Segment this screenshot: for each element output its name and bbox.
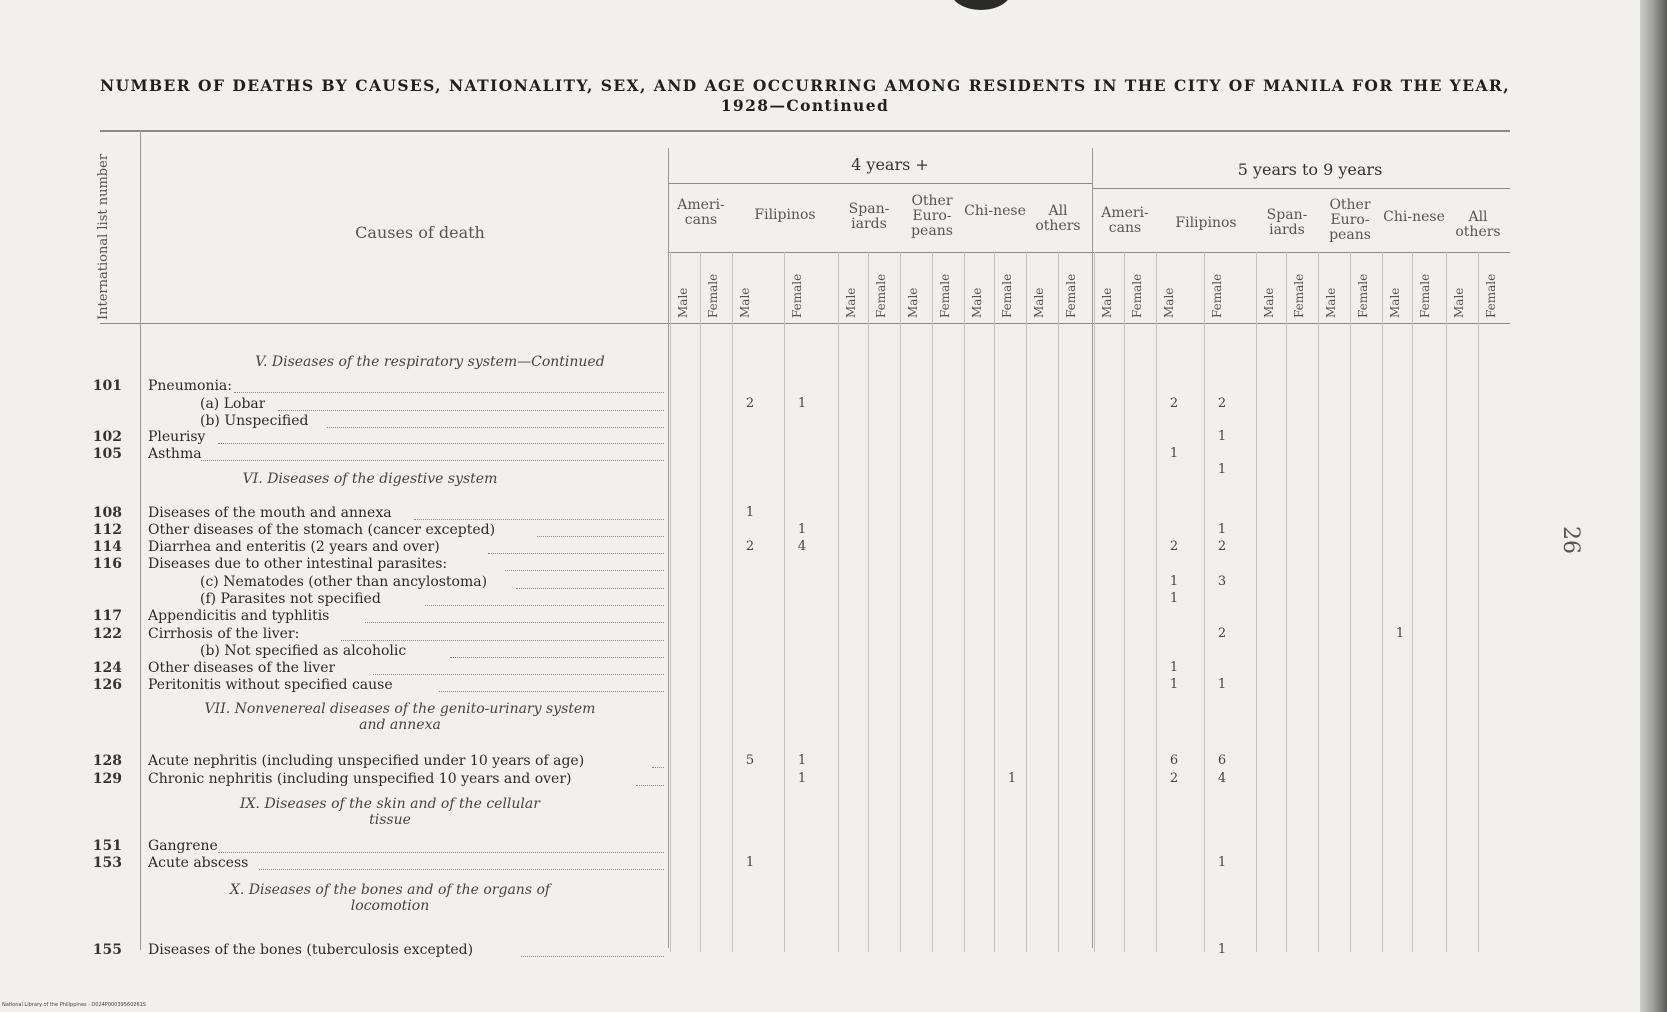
leader-dots	[450, 656, 664, 658]
female-column-header: Female	[1064, 273, 1078, 318]
list-number: 155	[92, 942, 122, 958]
column-divider	[1094, 252, 1095, 952]
column-divider	[1026, 252, 1027, 952]
nationality-header: Other Euro-peans	[1329, 197, 1371, 243]
page-number: 26	[1558, 526, 1583, 554]
leader-dots	[652, 766, 664, 768]
leader-dots	[414, 518, 664, 520]
nationality-header: Chi-nese	[964, 203, 1026, 219]
leader-dots	[218, 442, 664, 444]
death-count: 2	[1169, 396, 1179, 411]
leader-dots	[537, 535, 664, 537]
list-number: 117	[92, 608, 122, 624]
leader-dots	[327, 426, 664, 428]
death-count: 1	[1395, 626, 1405, 641]
death-count: 5	[745, 753, 755, 768]
death-count: 2	[1169, 539, 1179, 554]
death-count: 1	[1169, 591, 1179, 606]
death-count: 1	[797, 396, 807, 411]
male-column-header: Male	[1100, 287, 1114, 318]
list-number: 128	[92, 753, 122, 769]
death-count: 1	[1169, 660, 1179, 675]
female-column-header: Female	[874, 273, 888, 318]
female-column-header: Female	[706, 273, 720, 318]
column-divider	[964, 252, 965, 952]
death-count: 1	[1217, 429, 1227, 444]
header-bottom-rule	[100, 323, 1510, 324]
column-divider	[1156, 252, 1157, 952]
leader-dots	[365, 621, 664, 623]
list-number: 108	[92, 505, 122, 521]
death-count: 1	[1217, 522, 1227, 537]
death-count: 1	[1217, 855, 1227, 870]
leader-dots	[425, 604, 664, 606]
nationality-header: All others	[1455, 209, 1501, 240]
list-number: 122	[92, 626, 122, 642]
female-column-header: Female	[938, 273, 952, 318]
column-divider	[140, 130, 141, 950]
female-column-header: Female	[1484, 273, 1498, 318]
male-column-header: Male	[1452, 287, 1466, 318]
section-heading: V. Diseases of the respiratory system—Continued	[255, 354, 605, 370]
list-number: 101	[92, 378, 122, 394]
column-divider	[1382, 252, 1383, 952]
column-divider	[932, 252, 933, 952]
male-column-header: Male	[1324, 287, 1338, 318]
nationality-header: Filipinos	[1175, 215, 1237, 231]
death-count: 1	[1007, 771, 1017, 786]
death-count: 4	[797, 539, 807, 554]
male-column-header: Male	[1032, 287, 1046, 318]
female-column-header: Female	[1418, 273, 1432, 318]
death-count: 1	[1169, 574, 1179, 589]
death-count: 1	[1217, 677, 1227, 692]
female-column-header: Female	[790, 273, 804, 318]
column-divider	[700, 252, 701, 952]
section-heading: VI. Diseases of the digestive system	[242, 471, 498, 487]
section-heading: IX. Diseases of the skin and of the cellular tissue	[240, 796, 540, 828]
cause-of-death: Diseases of the bones (tuberculosis excepted)	[148, 942, 474, 958]
leader-dots	[259, 868, 664, 870]
death-count: 1	[797, 522, 807, 537]
top-rule	[100, 130, 1510, 132]
cause-of-death: Other diseases of the stomach (cancer excepted)	[148, 522, 496, 538]
column-divider	[838, 252, 839, 952]
male-column-header: Male	[1388, 287, 1402, 318]
list-number: 151	[92, 838, 122, 854]
male-column-header: Male	[970, 287, 984, 318]
death-count: 1	[797, 753, 807, 768]
cause-of-death: Diseases due to other intestinal parasites:	[148, 556, 448, 572]
scan-edge	[1640, 0, 1667, 1012]
nationality-header: Other Euro-peans	[911, 193, 953, 239]
death-count: 1	[1169, 677, 1179, 692]
cause-of-death: Cirrhosis of the liver:	[148, 626, 300, 642]
causes-header: Causes of death	[355, 223, 485, 242]
leader-dots	[521, 955, 664, 957]
cause-of-death: Pneumonia:	[148, 378, 232, 394]
death-count: 3	[1217, 574, 1227, 589]
list-number: 124	[92, 660, 122, 676]
male-column-header: Male	[676, 287, 690, 318]
death-count: 1	[745, 855, 755, 870]
female-column-header: Female	[1210, 273, 1224, 318]
list-number: 116	[92, 556, 122, 572]
nationality-header: Filipinos	[754, 207, 816, 223]
death-count: 2	[1217, 396, 1227, 411]
death-count: 2	[745, 539, 755, 554]
column-divider	[1256, 252, 1257, 952]
nationality-header: Span-iards	[848, 201, 890, 232]
age-group-header: 5 years to 9 years	[1237, 160, 1383, 179]
female-column-header: Female	[1292, 273, 1306, 318]
column-divider	[1058, 252, 1059, 952]
column-divider	[1286, 252, 1287, 952]
column-divider	[670, 252, 671, 952]
male-column-header: Male	[738, 287, 752, 318]
column-divider	[1446, 252, 1447, 952]
column-divider	[1478, 252, 1479, 952]
column-divider	[784, 252, 785, 952]
death-count: 6	[1169, 753, 1179, 768]
group-rule	[1092, 188, 1510, 189]
column-divider	[732, 252, 733, 952]
leader-dots	[201, 459, 664, 461]
cause-of-death: Diseases of the mouth and annexa	[148, 505, 392, 521]
group-rule	[668, 183, 1092, 184]
death-count: 1	[1217, 942, 1227, 957]
column-divider	[1412, 252, 1413, 952]
table-title: NUMBER OF DEATHS BY CAUSES, NATIONALITY, SEX, AND AGE OCCURRING AMONG RESIDENTS IN THE CITY OF MANILA FOR THE YEAR, 1928—Continued	[100, 76, 1510, 115]
cause-of-death: Asthma	[148, 446, 202, 462]
nationality-header: All others	[1035, 203, 1081, 234]
cause-of-death: Gangrene	[148, 838, 218, 854]
list-number: 105	[92, 446, 122, 462]
cause-of-death: (b) Unspecified	[200, 413, 309, 429]
footer-note: National Library of the Philippines · D024P00039560261S	[2, 1002, 146, 1008]
age-group-header: 4 years +	[851, 155, 929, 174]
cause-of-death: Acute nephritis (including unspecified under 10 years of age)	[148, 753, 585, 769]
leader-dots	[488, 552, 664, 554]
cause-of-death: (c) Nematodes (other than ancylostoma)	[200, 574, 488, 590]
death-count: 1	[745, 505, 755, 520]
column-divider	[1350, 252, 1351, 952]
death-count: 1	[797, 771, 807, 786]
cause-of-death: Appendicitis and typhlitis	[148, 608, 330, 624]
leader-dots	[373, 673, 664, 675]
column-divider	[668, 148, 669, 948]
death-count: 2	[1217, 539, 1227, 554]
leader-dots	[234, 391, 664, 393]
death-count: 6	[1217, 753, 1227, 768]
leader-dots	[341, 639, 664, 641]
list-number: 126	[92, 677, 122, 693]
nationality-header: Chi-nese	[1383, 209, 1445, 225]
leader-dots	[218, 851, 664, 853]
cause-of-death: Peritonitis without specified cause	[148, 677, 393, 693]
female-column-header: Female	[1000, 273, 1014, 318]
cause-of-death: Pleurisy	[148, 429, 206, 445]
list-number: 102	[92, 429, 122, 445]
section-heading: X. Diseases of the bones and of the organs of locomotion	[229, 882, 551, 914]
cause-of-death: (f) Parasites not specified	[200, 591, 381, 607]
nationality-header: Ameri-cans	[677, 197, 725, 228]
column-divider	[1124, 252, 1125, 952]
female-column-header: Female	[1356, 273, 1370, 318]
cause-of-death: Acute abscess	[148, 855, 249, 871]
leader-dots	[439, 690, 664, 692]
list-number-header: International list number	[96, 153, 111, 320]
list-number: 129	[92, 771, 122, 787]
column-divider	[994, 252, 995, 952]
leader-dots	[278, 409, 664, 411]
leader-dots	[636, 784, 664, 786]
male-column-header: Male	[1262, 287, 1276, 318]
section-heading: VII. Nonvenereal diseases of the genito-urinary system and annexa	[204, 701, 596, 733]
death-count: 2	[1217, 626, 1227, 641]
death-count: 2	[1169, 771, 1179, 786]
leader-dots	[505, 569, 664, 571]
cause-of-death: Other diseases of the liver	[148, 660, 336, 676]
female-column-header: Female	[1130, 273, 1144, 318]
male-column-header: Male	[1162, 287, 1176, 318]
column-divider	[868, 252, 869, 952]
nationality-header: Ameri-cans	[1101, 205, 1149, 236]
cause-of-death: (a) Lobar	[200, 396, 266, 412]
list-number: 112	[92, 522, 122, 538]
list-number: 153	[92, 855, 122, 871]
male-column-header: Male	[906, 287, 920, 318]
cause-of-death: Chronic nephritis (including unspecified 10 years and over)	[148, 771, 572, 787]
column-divider	[900, 252, 901, 952]
column-divider	[1092, 148, 1093, 948]
cause-of-death: Diarrhea and enteritis (2 years and over)	[148, 539, 440, 555]
death-count: 1	[1217, 462, 1227, 477]
punch-hole	[950, 0, 1012, 10]
leader-dots	[516, 587, 664, 589]
nationality-rule	[668, 252, 1510, 253]
list-number: 114	[92, 539, 122, 555]
cause-of-death: (b) Not specified as alcoholic	[200, 643, 407, 659]
nationality-header: Span-iards	[1266, 207, 1308, 238]
death-count: 1	[1169, 446, 1179, 461]
column-divider	[1318, 252, 1319, 952]
death-count: 4	[1217, 771, 1227, 786]
death-count: 2	[745, 396, 755, 411]
male-column-header: Male	[844, 287, 858, 318]
column-divider	[1204, 252, 1205, 952]
